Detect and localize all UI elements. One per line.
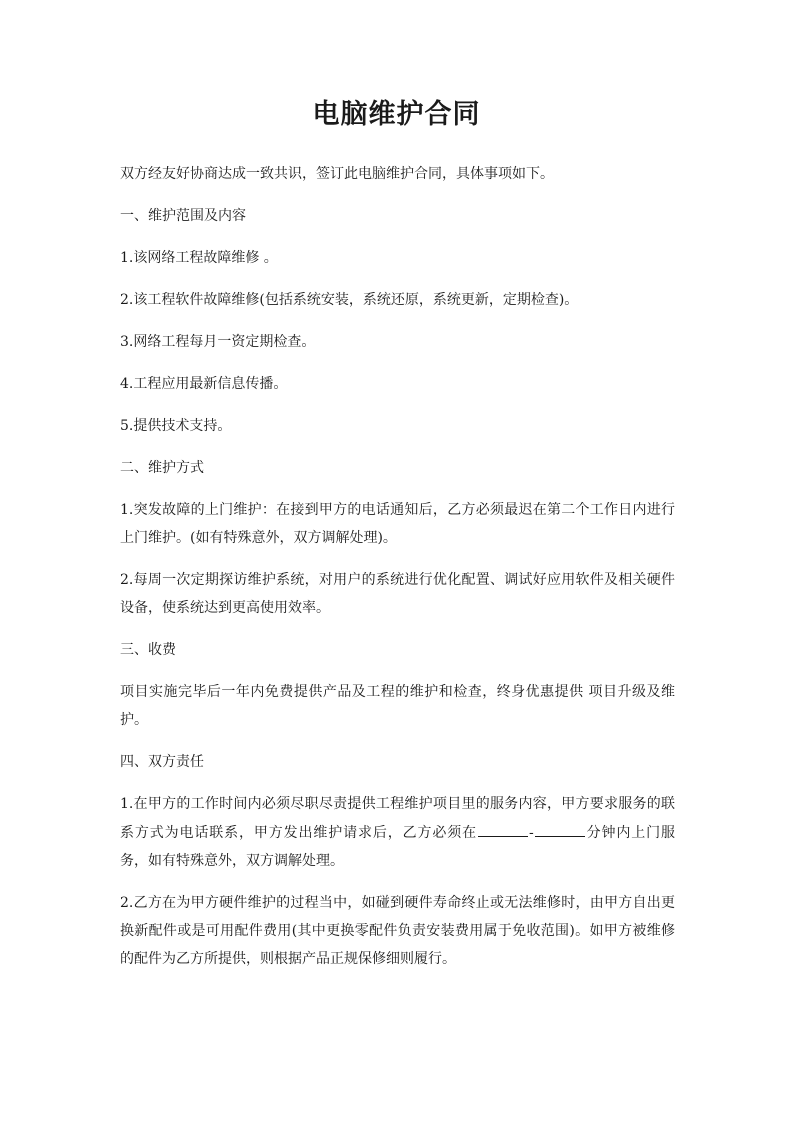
responsibility-item-2: 2.乙方在为甲方硬件维护的过程当中，如碰到硬件寿命终止或无法维修时，由甲方自出更换新配件或是可用配件费用(其中更换零配件负责安装费用属于免收范围)。如甲方被维修的配件为乙方所提供，则根据产品正规保修细则履行。 [120, 895, 675, 967]
contract-body [120, 160, 675, 987]
method-item-1: 1.突发故障的上门维护：在接到甲方的电话通知后，乙方必须最迟在第二个工作日内进行上门维护。(如有特殊意外，双方调解处理)。 [120, 502, 675, 546]
section-heading-fees: 三、收费 [120, 642, 176, 658]
fees-paragraph: 项目实施完毕后一年内免费提供产品及工程的维护和检查，终身优惠提供 项目升级及维护。 [120, 684, 675, 728]
intro-paragraph: 双方经友好协商达成一致共识，签订此电脑维护合同，具体事项如下。 [120, 166, 554, 182]
scope-item-2: 2.该工程软件故障维修(包括系统安装，系统还原，系统更新，定期检查)。 [120, 292, 579, 308]
scope-item-3: 3.网络工程每月一资定期检查。 [120, 334, 316, 350]
blank-field-min [478, 818, 528, 837]
blank-field-max [535, 818, 585, 837]
responsibility-item-1-text-start: 1.在甲方的工作时间内必须尽职尽责提供工程维护项目里的服务内容，甲方要求服务的联系方式为电话联系，甲方发出维护请求后，乙方必须在 [120, 796, 675, 841]
section-heading-scope: 一、维护范围及内容 [120, 208, 246, 224]
scope-item-4: 4.工程应用最新信息传播。 [120, 376, 288, 392]
section-heading-method: 二、维护方式 [120, 460, 204, 476]
responsibility-item-1-text-end: 分钟内上门服务，如有特殊意外，双方调解处理。 [120, 825, 676, 869]
method-item-2: 2.每周一次定期探访维护系统，对用户的系统进行优化配置、调试好应用软件及相关硬件设备，使系统达到更高使用效率。 [120, 572, 675, 616]
scope-item-1: 1.该网络工程故障维修 。 [120, 250, 278, 266]
blank-dash: - [529, 825, 534, 841]
scope-item-5: 5.提供技术支持。 [120, 418, 232, 434]
responsibility-item-1 [120, 790, 675, 875]
page-title: 电脑维护合同 [312, 99, 481, 130]
section-heading-responsibilities: 四、双方责任 [120, 754, 204, 770]
